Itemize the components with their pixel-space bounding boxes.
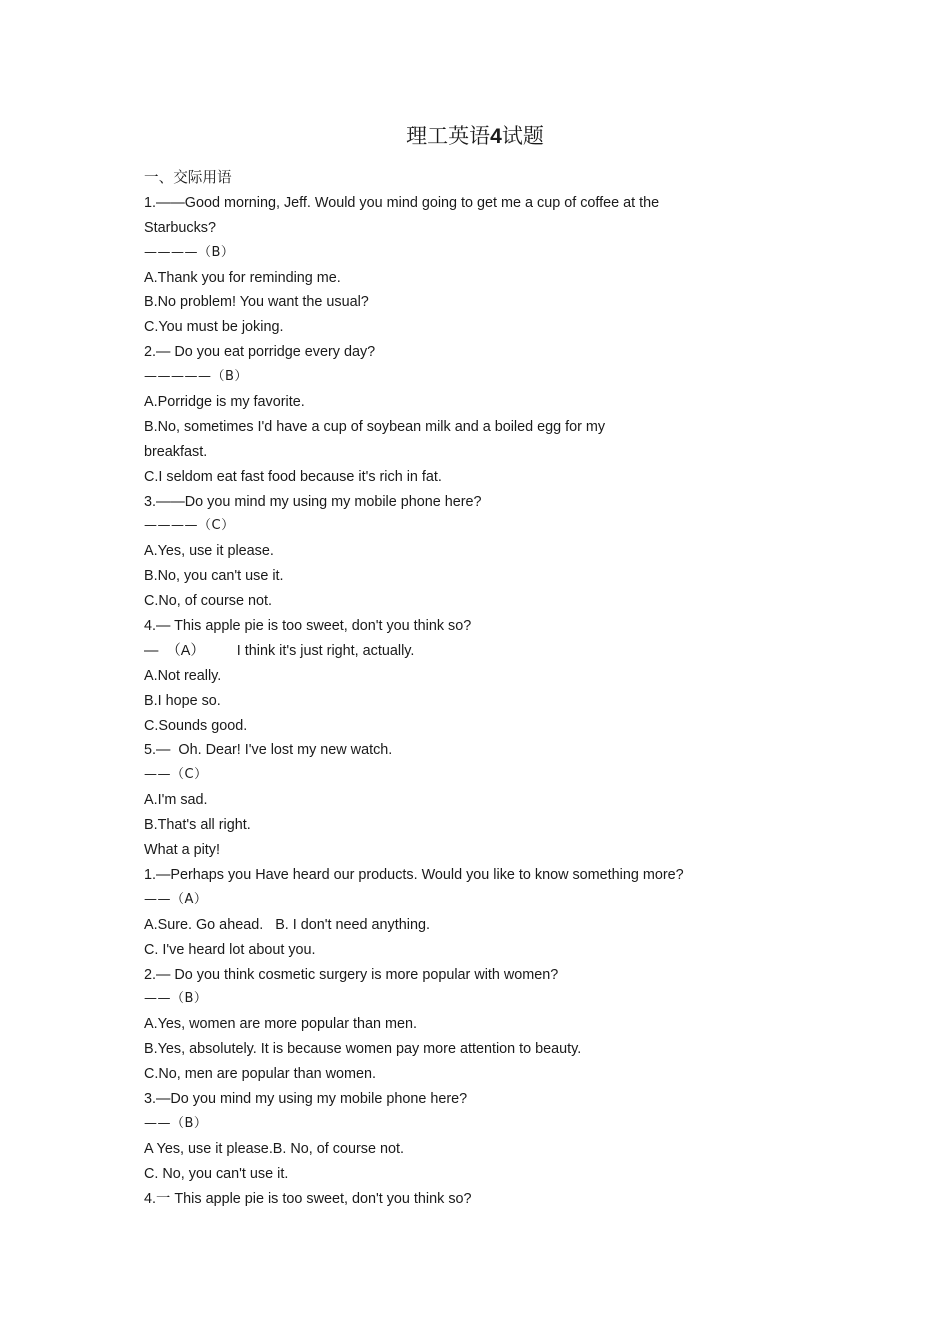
answer-line: ————（C） — [144, 518, 235, 534]
text-line: A.Not really. — [144, 667, 222, 684]
text-line: C. I've heard lot about you. — [144, 941, 316, 958]
text-line: — （A） I think it's just right, actually. — [144, 642, 415, 659]
text-line: B.Yes, absolutely. It is because women pay more attention to beauty. — [144, 1041, 582, 1058]
text-line: C.You must be joking. — [144, 319, 284, 336]
text-line: B.That's all right. — [144, 817, 251, 834]
text-line: 3.——Do you mind my using my mobile phone here? — [144, 493, 482, 510]
document-body — [144, 166, 784, 1211]
text-line: Starbucks? — [144, 219, 216, 236]
text-line: A Yes, use it please.B. No, of course not. — [144, 1140, 404, 1157]
answer-line: ——（B） — [144, 991, 208, 1007]
text-line: C.Sounds good. — [144, 717, 248, 734]
text-line: 2.— Do you think cosmetic surgery is more popular with women? — [144, 966, 559, 983]
text-line: 5.— Oh. Dear! I've lost my new watch. — [144, 742, 393, 759]
question-lines — [144, 191, 784, 1212]
title-suffix: 试题 — [501, 124, 544, 148]
text-line: 4.— This apple pie is too sweet, don't you think so? — [144, 618, 472, 635]
answer-line: ——（A） — [144, 891, 208, 907]
answer-line: ——（C） — [144, 767, 208, 783]
text-line: C.I seldom eat fast food because it's rich in fat. — [144, 468, 442, 485]
text-line: breakfast. — [144, 443, 208, 460]
text-line: C.No, of course not. — [144, 593, 272, 610]
answer-line: ——（B） — [144, 1115, 208, 1131]
text-line: B.No, sometimes I'd have a cup of soybean milk and a boiled egg for my — [144, 418, 606, 435]
section-heading: 一、交际用语 — [144, 169, 232, 186]
answer-line: —————（B） — [144, 369, 248, 385]
title-prefix: 理工英语 — [406, 124, 491, 148]
text-line: A.Thank you for reminding me. — [144, 269, 341, 286]
text-line: 3.—Do you mind my using my mobile phone here? — [144, 1090, 468, 1107]
text-line: A.I'm sad. — [144, 792, 208, 809]
text-line: 1.——Good morning, Jeff. Would you mind going to get me a cup of coffee at the — [144, 194, 660, 211]
answer-line: ————（B） — [144, 244, 235, 260]
text-line: 4.一 This apple pie is too sweet, don't you think so? — [144, 1190, 472, 1207]
text-line: A.Sure. Go ahead. B. I don't need anything. — [144, 916, 430, 933]
text-line: B.No, you can't use it. — [144, 568, 284, 585]
text-line: 1.—Perhaps you Have heard our products. Would you like to know something more? — [144, 866, 684, 883]
text-line: A.Yes, women are more popular than men. — [144, 1016, 418, 1033]
text-line: A.Porridge is my favorite. — [144, 394, 305, 411]
text-line: C.No, men are popular than women. — [144, 1066, 376, 1083]
text-line: What a pity! — [144, 842, 220, 859]
document-title — [0, 121, 950, 152]
text-line: B.I hope so. — [144, 692, 221, 709]
text-line: 2.— Do you eat porridge every day? — [144, 344, 376, 361]
text-line: B.No problem! You want the usual? — [144, 294, 369, 311]
title-number: 4 — [490, 125, 502, 148]
text-line: A.Yes, use it please. — [144, 543, 274, 560]
text-line: C. No, you can't use it. — [144, 1165, 289, 1182]
